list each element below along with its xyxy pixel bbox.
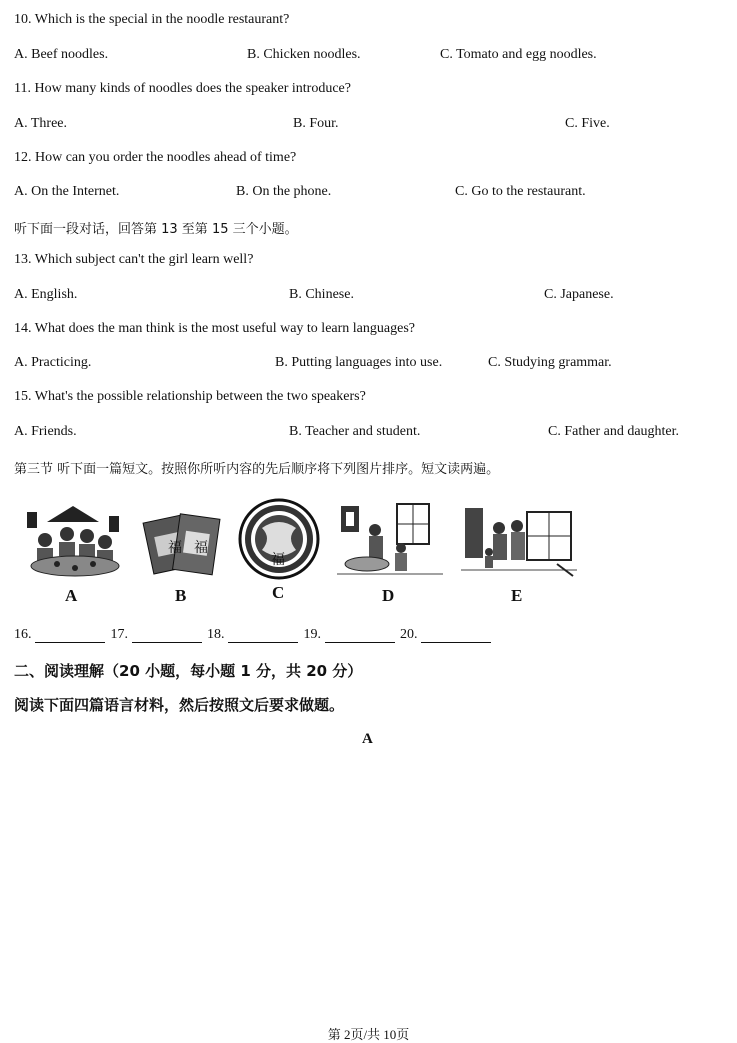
picture-label-e: E (511, 586, 523, 605)
picture-label-d: D (382, 586, 395, 605)
question-11: 11. How many kinds of noodles does the speaker introduce? (14, 81, 351, 96)
q10-option-a: A. Beef noodles. (14, 47, 109, 62)
q13-option-c: C. Japanese. (544, 287, 614, 302)
q12-option-c: C. Go to the restaurant. (455, 184, 586, 199)
q14-option-b: B. Putting languages into use. (275, 355, 443, 370)
picture-label-c: C (272, 583, 285, 602)
q10-option-b: B. Chicken noodles. (247, 47, 361, 62)
picture-label-b: B (175, 586, 187, 605)
blank-label-19: 19. (303, 627, 321, 642)
q11-option-c: C. Five. (565, 116, 610, 131)
part2-heading: 二、阅读理解（20 小题，每小题 1 分，共 20 分） (14, 662, 363, 680)
fu-char-b2: 福 (194, 541, 208, 556)
passage-label-a: A (362, 731, 373, 747)
q10-option-c: C. Tomato and egg noodles. (440, 47, 597, 62)
question-15: 15. What's the possible relationship between the two speakers? (14, 389, 366, 404)
picture-e-visiting-relatives (461, 504, 577, 580)
blank-16[interactable] (35, 628, 105, 643)
picture-b-red-envelopes (142, 508, 222, 580)
q13-option-b: B. Chinese. (289, 287, 354, 302)
q12-option-b: B. On the phone. (236, 184, 332, 199)
question-13: 13. Which subject can't the girl learn well? (14, 252, 254, 267)
picture-label-a: A (65, 586, 78, 605)
question-12: 12. How can you order the noodles ahead of time? (14, 150, 297, 165)
picture-c-paper-cutting (238, 498, 320, 580)
part2-instruction: 阅读下面四篇语言材料，然后按照文后要求做题。 (14, 696, 345, 714)
blank-19[interactable] (325, 628, 395, 643)
q11-option-b: B. Four. (293, 116, 339, 131)
blank-label-20: 20. (400, 627, 418, 642)
q15-option-c: C. Father and daughter. (548, 424, 680, 439)
blank-label-16: 16. (14, 627, 32, 642)
q13-option-a: A. English. (14, 287, 78, 302)
q15-option-a: A. Friends. (14, 424, 77, 439)
blank-20[interactable] (421, 628, 491, 643)
q14-option-c: C. Studying grammar. (488, 355, 612, 370)
q14-option-a: A. Practicing. (14, 355, 92, 370)
question-14: 14. What does the man think is the most useful way to learn languages? (14, 321, 415, 336)
fu-char-b1: 福 (168, 541, 182, 556)
answer-blanks (14, 627, 493, 643)
question-10: 10. Which is the special in the noodle restaurant? (14, 12, 290, 27)
picture-a-family-dinner (17, 502, 129, 580)
blank-18[interactable] (228, 628, 298, 643)
q15-option-b: B. Teacher and student. (289, 424, 421, 439)
blank-label-17: 17. (110, 627, 128, 642)
blank-17[interactable] (132, 628, 202, 643)
q12-option-a: A. On the Internet. (14, 184, 120, 199)
fu-char-c: 福 (271, 553, 285, 568)
blank-label-18: 18. (207, 627, 225, 642)
instruction-13-15: 听下面一段对话，回答第 13 至第 15 三个小题。 (14, 222, 298, 237)
section3-heading: 第三节 听下面一篇短文。按照你所听内容的先后顺序将下列图片排序。短文读两遍。 (14, 462, 500, 477)
page-footer: 第 2页/共 10页 (327, 1027, 410, 1042)
picture-d-family-decorating (337, 500, 443, 580)
q11-option-a: A. Three. (14, 116, 67, 131)
